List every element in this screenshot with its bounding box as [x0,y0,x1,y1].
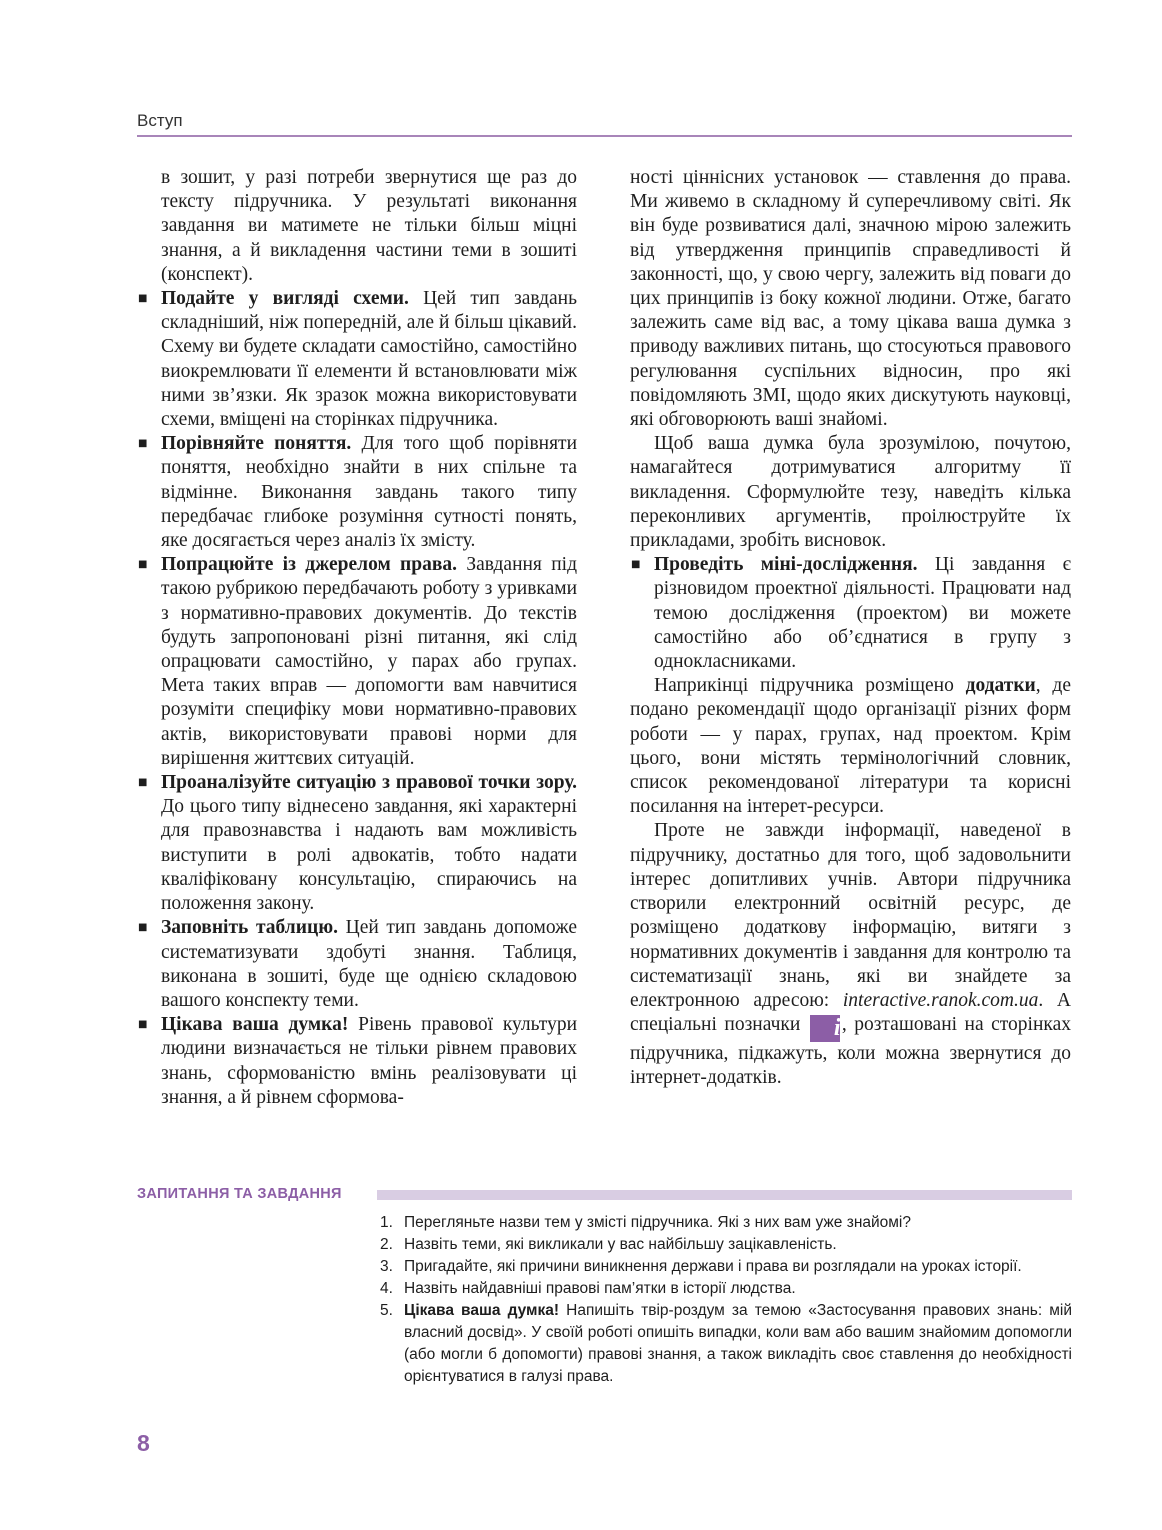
question-item [380,1256,1072,1278]
section-title: Вступ [137,111,183,130]
running-header [137,111,1072,137]
question-item [380,1234,1072,1256]
question-text: Напишіть твір-роздум за темою «Застосування правових знань: мій власний досвід». У своїй роботі опишіть випадки, коли вам або вашим знайомим допомогли (або могли б допомогти) правові знання, а також викладіть своє ставлення до необхідності орієнтуватися в галузі права. [404,1302,1073,1385]
body-paragraph [630,674,1071,819]
bullet-text: Цей тип завдань складніший, ніж попередній, але й більш цікавий. Схему ви будете складати самостійно, самостійно виокремлювати її елементи й встановлювати між ними зв’язки. Як зразок можна використовувати схеми, вміщені на сторінках підручника. [161,288,577,431]
question-number: 4. [380,1280,393,1297]
text-run: Наприкінці підручника розміщено [654,675,966,697]
bullet-item [137,1013,577,1110]
bullet-heading: Заповніть таблицю. [161,917,338,939]
questions-list [380,1212,1072,1388]
continuation-paragraph: в зошит, у разі потреби звернутися ще раз до тексту підручника. У результаті виконання завдання ви матимете не тільки більш міцні знання, а й викладення частини теми в зошиті (конспект). [161,167,577,285]
question-item [380,1300,1072,1388]
question-text: Назвіть найдавніші правові пам’ятки в історії людства. [404,1280,796,1297]
bullet-item [630,553,1071,674]
bullet-text: Для того щоб порівняти поняття, необхідно знайти в них спільне та відмінне. Виконання завдань такого типу передбачає глибоке розуміння сутності понять, яке досягається через аналіз їх змісту. [161,433,578,552]
bullet-item [137,287,577,432]
bullet-heading: Порівняйте поняття. [161,433,352,455]
bullet-text: Ці завдання є різновидом проектної діяльності. Працювати над темою дослідження (проектом) ви можете самостійно або об’єднатися в групу з однокласниками. [654,554,1071,673]
bold-term: додатки [965,675,1036,697]
bullet-item [137,916,577,1013]
question-number: 3. [380,1258,393,1275]
question-item [380,1278,1072,1300]
bullet-heading: Попрацюйте із джерелом права. [161,554,458,576]
bullet-text: Цей тип завдань допоможе систематизувати здобуті знання. Таблиця, виконана в зошиті, буде ще однією складовою вашого конспекту теми. [161,917,577,1011]
bullet-item [137,432,577,553]
text-run: . А спеціальні позначки [630,989,1071,1036]
resource-url[interactable]: interactive.ranok.com.ua [842,989,1039,1011]
bullet-heading: Проведіть міні-дослідження. [654,554,918,576]
question-text: Перегляньте назви тем у змісті підручника. Які з них вам уже знайомі? [404,1214,911,1231]
question-number: 1. [380,1214,393,1231]
question-number: 5. [380,1302,393,1319]
bullet-text: Рівень правової культури людини визначається не тільки рівнем правових знань, сформованістю вмінь реалізовувати ці знання, а й рівнем сформова- [161,1014,577,1108]
continuation-paragraph: ності ціннісних установок — ставлення до права. Ми живемо в складному й суперечливому світі. Як він буде розвиватися далі, значною мірою залежить від утвердження принципів справедливості й законності, що, у свою чергу, залежить від поваги до цих принципів із боку кожної людини. Отже, багато залежить саме від вас, а тому цікава ваша думка з приводу важливих питань, що стосуються правового регулювання суспільних відносин, про які повідомляють ЗМІ, щодо яких дискутують науковці, які обговорюють ваші знайомі. [630,167,1071,431]
question-bold: Цікава ваша думка! [404,1302,560,1319]
question-item [380,1212,1072,1234]
heading-bar [377,1190,1072,1200]
interactive-info-icon: i [810,1015,840,1042]
body-paragraph [630,819,1071,1090]
bullet-heading: Подайте у вигляді схеми. [161,288,409,310]
bullet-item [137,553,577,771]
question-text: Назвіть теми, які викликали у вас найбільшу зацікавленість. [404,1236,837,1253]
left-column [137,166,577,1110]
bullet-heading: Проаналізуйте ситуацію з правової точки зору. [161,772,577,794]
right-column [630,166,1071,1091]
questions-heading: ЗАПИТАННЯ ТА ЗАВДАННЯ [137,1186,342,1202]
bullet-text: Завдання під такою рубрикою передбачають роботу з уривками з нормативно-правових документів. До текстів будуть запропоновані різні питання, які слід опрацювати самостійно, у парах або групах. Мета таких вправ — допомогти вам навчитися розуміти специфіку мови нормативно-правових актів, використовувати правові норми для вирішення життєвих ситуацій. [161,554,578,769]
text-run: , де подано рекомендації щодо організації різних форм роботи — у парах, групах, над проектом. Крім цього, вони містять термінологічний словник, список рекомендованої літератури та корисні посилання на інтерет-ресурси. [630,675,1071,818]
page-number: 8 [137,1430,150,1456]
bullet-heading: Цікава ваша думка! [161,1014,349,1036]
body-paragraph: Щоб ваша думка була зрозумілою, почутою, намагайтеся дотримуватися алгоритму її викладення. Сформулюйте тезу, наведіть кілька переконливих аргументів, проілюструйте їх прикладами, зробіть висновок. [630,433,1071,552]
text-run: Проте не завжди інформації, наведеної в підручнику, достатньо для того, щоб задовольнити інтерес допитливих учнів. Автори підручника створили електронний освітній ресурс, де розміщено додаткову інформацію, витяги з нормативних документів і завдання для контролю та систематизації знань, які ви знайдете за електронною адресою: [630,820,1071,1011]
question-text: Пригадайте, які причини виникнення держави і права ви розглядали на уроках історії. [404,1258,1022,1275]
text-run: , розташовані на сторінках підручника, підкажуть, коли можна звернутися до інтернет-додатків. [630,1014,1071,1089]
bullet-text: До цього типу віднесено завдання, які характерні для правознавства і надають вам можливість виступити в ролі адвокатів, тобто надати кваліфіковану консультацію, спираючись на положення закону. [161,796,577,915]
question-number: 2. [380,1236,393,1253]
bullet-item [137,771,577,916]
